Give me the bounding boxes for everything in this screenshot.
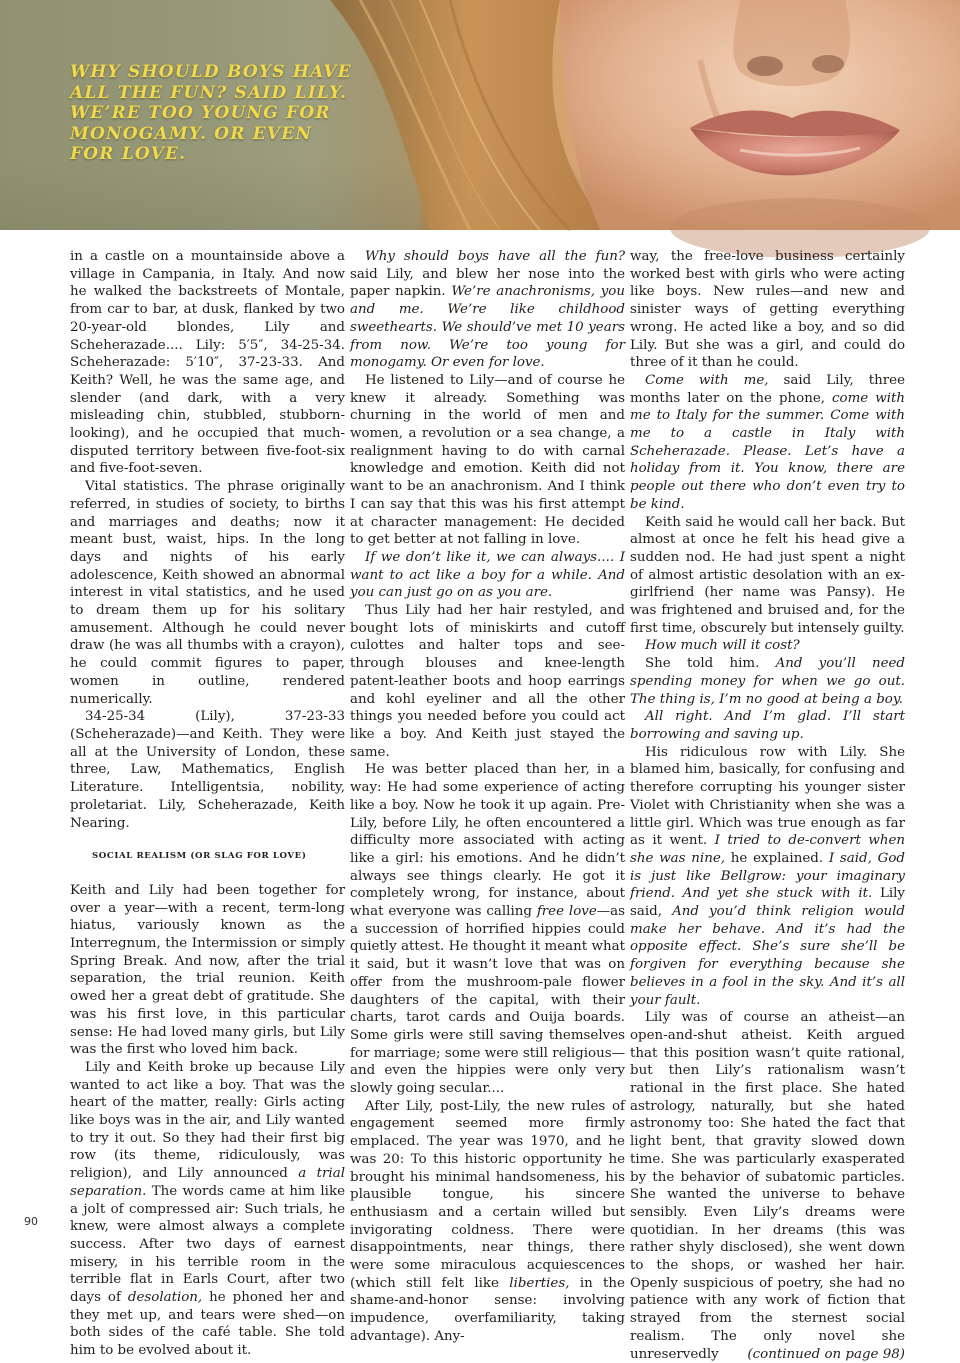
paragraph: Keith and Lily had been together for over a year—with a recent, term-long hiatus, variously known as the Interregnum, the Intermission or simply Spring Break. And now, after the trial separation, the trial reunion. Keith owed her a great debt of gratitude. She was his first love, in this particular sense: He had loved many girls, but Lily was the first who loved him back.	[70, 882, 345, 1058]
paragraph: Thus Lily had her hair restyled, and bought lots of miniskirts and cutoff culottes and halter tops and see-through blouses and knee-length patent-leather boots and hoop earrings and kohl eyeliner and all the other things you needed before you could act like a boy. And Keith just stayed the same.	[350, 603, 625, 760]
page-number: 90	[24, 1215, 38, 1228]
paragraph: Lily was of course an atheist—an open-and-shut atheist. Keith argued that this position wasn’t quite rational, but then Lily’s rationalism wasn’t rational in the first place. She hated astrology, naturally, but she hated astronomy too: She hated the fact that light bent, that gravity slowed down time. She was particularly exasperated by the behavior of subatomic particles. She wanted the universe to behave sensibly. Even Lily’s dreams were quotidian. In her dreams (this was rather shyly disclosed), she went down to the shops, or washed her hair. Openly suspicious of poetry, she had no patience with any work of fiction that strayed from the sternest social realism. The only novel she unreservedly (continued on page 98)	[630, 1010, 905, 1362]
paragraph: All right. And I’m glad. I’ll start borrowing and saving up.	[630, 709, 905, 742]
article-column-2	[350, 248, 625, 1346]
paragraph: 34-25-34 (Lily), 37-23-33 (Scheherazade)—and Keith. They were all at the University of London, these three, Law, Mathematics, English Literature. Intelligentsia, nobility, proletariat. Lily, Scheherazade, Keith Nearing.	[70, 709, 345, 831]
hero-illustration	[0, 0, 960, 230]
paragraph: Vital statistics. The phrase originally referred, in studies of society, to births and marriages and deaths; now it meant bust, waist, hips. In the long days and nights of his early adolescence, Keith showed an abnormal interest in vital statistics, and he used to dream them up for his solitary amusement. Although he could never draw (he was all thumbs with a crayon), he could commit figures to paper, women in outline, rendered numerically.	[70, 479, 345, 707]
paragraph: His ridiculous row with Lily. She blamed him, basically, for confusing and therefore corrupting his younger sister Violet with Christianity when she was a little girl. Which was true enough as far as it went. I tried to de-convert when she was nine, he explained. I said, God is just like Bellgrow: your imaginary friend. And yet she stuck with it. Lily said, And you’d think religion would make her behave. And it’s had the opposite effect. She’s sure she’ll be forgiven for everything because she believes in a fool in the sky. And it’s all your fault.	[630, 744, 906, 1008]
paragraph: If we don’t like it, we can always.... I want to act like a boy for a while. And you can just go on as you are.	[350, 549, 625, 601]
article-column-1	[70, 248, 345, 1360]
paragraph: Why should boys have all the fun? said Lily, and blew her nose into the paper napkin. We’re anachronisms, you and me. We’re like childhood sweethearts. We should’ve met 10 years from now. We’re too young for monogamy. Or even for love.	[350, 249, 625, 371]
paragraph: Keith said he would call her back. But almost at once he felt his head give a sudden nod. He had just spent a night of almost artistic desolation with an ex-girlfriend (her name was Pansy). He was frightened and bruised and, for the first time, obscurely but intensely guilty.	[630, 514, 905, 636]
paragraph: Lily and Keith broke up because Lily wanted to act like a boy. That was the heart of the matter, really: Girls acting like boys was in the air, and Lily wanted to try it out. So they had their first big row (its theme, ridiculously, was religion), and Lily announced a trial separation. The words came at him like a jolt of compressed air: Such trials, he knew, were almost always a complete success. After two days of earnest misery, in his terrible room in the terrible flat in Earls Court, after two days of desolation, he phoned her and they met up, and tears were shed—on both sides of the café table. She told him to be evolved about it.	[70, 1059, 345, 1359]
paragraph: He listened to Lily—and of course he knew it already. Something was churning in the world of men and women, a revolution or a sea change, a realignment having to do with carnal knowledge and emotion. Keith did not want to be an anachronism. And I think I can say that this was his first attempt at character management: He decided to get better at not falling in love.	[350, 372, 625, 548]
paragraph: After Lily, post-Lily, the new rules of engagement seemed more firmly emplaced. The year was 1970, and he was 20: To this historic opportunity he brought his minimal handsomeness, his plausible tongue, his sincere enthusiasm and a certain willed but invigorating coldness. There were disappointments, near things, there were some miraculous acquiescences (which still felt like liberties, in the shame-and-honor sense: involving impudence, overfamiliarity, taking advantage). Any-	[350, 1098, 625, 1344]
paragraph: He was better placed than her, in a way: He had some experience of acting like a boy. Now he took it up again. Pre-Lily, before Lily, he often encountered a difficulty more associated with acting like a girl: his emotions. And he didn’t always see things clearly. He got it completely wrong, for instance, about what everyone was calling free love—as a succession of horrified hippies could quietly attest. He thought it meant what it said, but it wasn’t love that was on offer from the mushroom-pale flower daughters of the capital, with their charts, tarot cards and Ouija boards. Some girls were still saving themselves for marriage; some were still religious—and even the hippies were only very slowly going secular....	[350, 762, 626, 1097]
paragraph: She told him. And you’ll need spending money for when we go out. The thing is, I’m no good at being a boy.	[630, 656, 905, 707]
paragraph: How much will it cost?	[645, 638, 800, 654]
paragraph: Come with me, said Lily, three months later on the phone, come with me to Italy for the summer. Come with me to a castle in Italy with Scheherazade. Please. Let’s have a holiday from it. You know, there are people out there who don’t even try to be kind.	[630, 372, 905, 512]
paragraph: way, the free-love business certainly worked best with girls who were acting like boys. New rules—and new and sinister ways of getting everything wrong. He acted like a boy, and so did Lily. But she was a girl, and could do three of it than he could.	[630, 249, 905, 371]
paragraph: in a castle on a mountainside above a village in Campania, in Italy. And now he walked the backstreets of Montale, from car to bar, at dusk, flanked by two 20-year-old blondes, Lily and Scheherazade.... Lily: 5′5″, 34-25-34. Scheherazade: 5′10″, 37-23-33. And Keith? Well, he was the same age, and slender (and dark, with a very misleading chin, stubbled, stubborn-looking), and he occupied that much-disputed territory between five-foot-six and five-foot-seven.	[70, 249, 345, 477]
pull-quote: WHY SHOULD BOYS HAVE ALL THE FUN? SAID LILY. WE’RE TOO YOUNG FOR MONOGAMY. OR EVEN FOR LOVE.	[70, 62, 352, 164]
article-column-3	[630, 248, 905, 1363]
section-subhead: SOCIAL REALISM (OR SLAG FOR LOVE)	[92, 851, 307, 862]
